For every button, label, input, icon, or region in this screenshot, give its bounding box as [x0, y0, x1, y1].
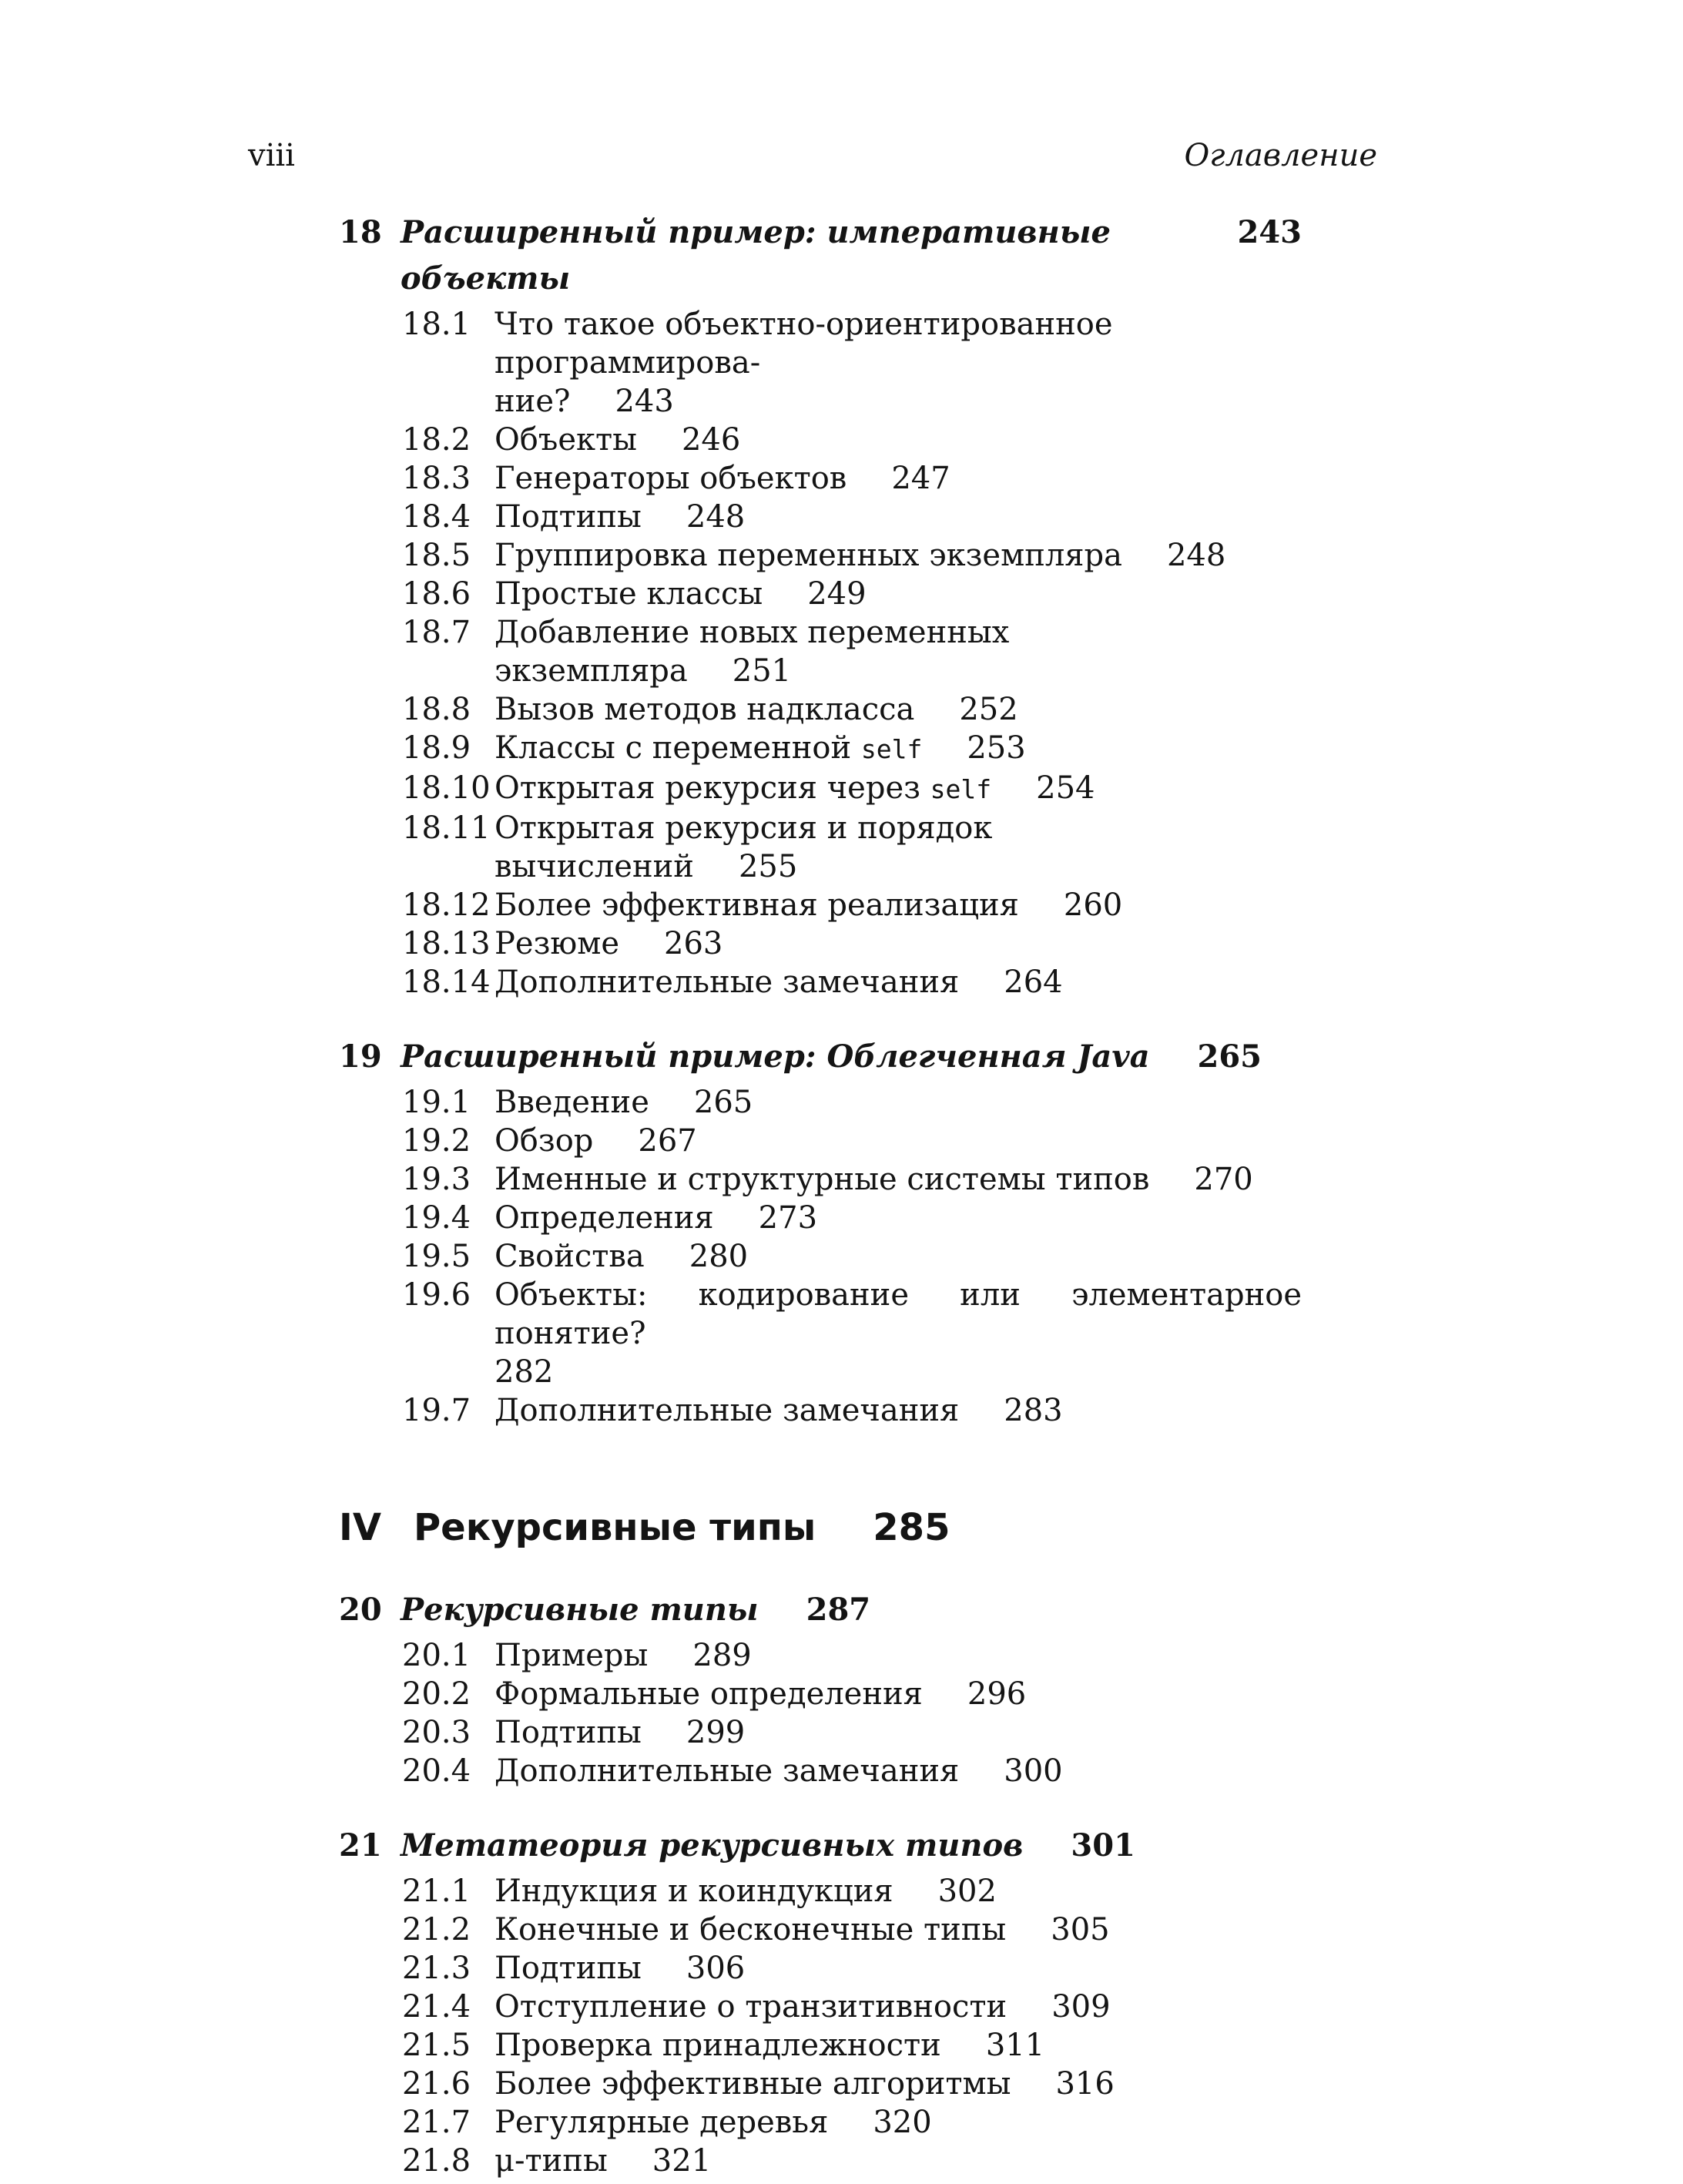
- section-entry[interactable]: [339, 1276, 1302, 1391]
- section-title: Добавление новых переменных экземпляра: [495, 615, 1010, 689]
- section-number: 21.7: [402, 2105, 471, 2140]
- chapter-page-number: 287: [806, 1592, 871, 1628]
- section-title: Более эффективные алгоритмы: [495, 2066, 1011, 2102]
- section-entry[interactable]: [339, 1911, 1302, 1949]
- section-title-continuation: [495, 382, 1302, 421]
- section-title: Генераторы объектов: [495, 461, 847, 496]
- section-entry[interactable]: [339, 1752, 1302, 1790]
- section-list: [339, 305, 1302, 1001]
- section-title: Отступление о транзитивности: [495, 1989, 1007, 2025]
- section-title: Открытая рекурсия и порядок вычислений: [495, 810, 993, 884]
- section-entry[interactable]: [339, 769, 1302, 809]
- section-entry[interactable]: [339, 1675, 1302, 1713]
- section-page-number: 252: [959, 692, 1018, 727]
- section-title: Индукция и коиндукция: [495, 1874, 893, 1909]
- section-title: Объекты: кодирование или элементарное понятие?: [495, 1277, 1302, 1351]
- section-page-number: 254: [1036, 770, 1095, 806]
- section-title: Что такое объектно-ориентированное программирова-: [495, 307, 1113, 381]
- section-title: Дополнительные замечания: [495, 1393, 960, 1428]
- section-code: self: [860, 734, 923, 764]
- section-title: μ-типы: [495, 2143, 608, 2179]
- section-entry[interactable]: [339, 690, 1302, 729]
- table-of-contents: [339, 210, 1302, 2180]
- section-title: Дополнительные замечания: [495, 965, 960, 1000]
- chapter-page-number: 243: [1237, 214, 1302, 250]
- section-entry[interactable]: [339, 575, 1302, 613]
- section-number: 21.8: [402, 2143, 471, 2179]
- section-number: 21.3: [402, 1951, 471, 1986]
- section-entry[interactable]: [339, 2142, 1302, 2180]
- section-title: Подтипы: [495, 1715, 642, 1750]
- section-body: [495, 575, 1302, 613]
- section-title: Проверка принадлежности: [495, 2028, 941, 2063]
- section-number: 19.1: [402, 1085, 471, 1120]
- chapter-entry[interactable]: [339, 210, 1302, 302]
- section-body: [495, 690, 1302, 729]
- section-number: 21.1: [402, 1874, 471, 1909]
- section-body: [495, 1949, 1302, 1988]
- part-title: Рекурсивные типы: [414, 1506, 816, 1549]
- section-number: 19.4: [402, 1200, 471, 1236]
- section-page-number: 283: [1004, 1393, 1063, 1428]
- section-body: [495, 1872, 1302, 1911]
- section-title: Резюме: [495, 926, 620, 961]
- section-entry[interactable]: [339, 809, 1302, 886]
- section-number: 18.11: [402, 810, 491, 846]
- section-entry[interactable]: [339, 924, 1302, 963]
- section-body: [495, 2065, 1302, 2103]
- section-body: [495, 1911, 1302, 1949]
- section-page-number: 300: [1004, 1753, 1063, 1789]
- section-body: [495, 613, 1302, 690]
- section-entry[interactable]: [339, 1083, 1302, 1122]
- section-page-number: 248: [686, 499, 746, 535]
- section-entry[interactable]: [339, 963, 1302, 1001]
- section-page-number: 302: [937, 1874, 997, 1909]
- section-page-number: 299: [686, 1715, 746, 1750]
- section-number: 18.2: [402, 422, 471, 458]
- section-body: [495, 536, 1302, 575]
- part-heading: [339, 1501, 1302, 1555]
- section-number: 18.6: [402, 576, 471, 612]
- section-page-number: 264: [1004, 965, 1063, 1000]
- section-code: self: [930, 774, 992, 804]
- chapter-page-number: 265: [1197, 1038, 1262, 1075]
- section-title: Введение: [495, 1085, 649, 1120]
- section-body: [495, 2142, 1302, 2180]
- section-number: 21.6: [402, 2066, 471, 2102]
- section-body: [495, 1122, 1302, 1160]
- section-number: 18.14: [402, 965, 491, 1000]
- section-title: Подтипы: [495, 1951, 642, 1986]
- chapter-title: Метатеория рекурсивных типов: [401, 1827, 1024, 1864]
- chapter-number: 18: [339, 214, 382, 250]
- section-body: [495, 729, 1302, 769]
- section-entry[interactable]: [339, 886, 1302, 924]
- section-page-number: 321: [652, 2143, 712, 2179]
- section-body: [495, 1276, 1302, 1391]
- section-title: Определения: [495, 1200, 714, 1236]
- section-number: 20.2: [402, 1676, 471, 1712]
- section-list: [339, 1872, 1302, 2180]
- section-number: 18.5: [402, 538, 471, 573]
- section-body: [495, 2103, 1302, 2142]
- section-page-number: 270: [1194, 1162, 1253, 1197]
- page-header: [248, 133, 1377, 179]
- section-number: 18.8: [402, 692, 471, 727]
- section-page-number: 253: [967, 730, 1026, 766]
- section-number: 18.10: [402, 770, 491, 806]
- section-page-number: 316: [1055, 2066, 1115, 2102]
- section-page-number: 260: [1063, 887, 1123, 923]
- section-entry[interactable]: [339, 1391, 1302, 1430]
- section-number: 18.13: [402, 926, 491, 961]
- section-entry[interactable]: [339, 1988, 1302, 2026]
- page-number: viii: [248, 138, 295, 173]
- section-number: 19.5: [402, 1239, 471, 1274]
- chapter-number: 20: [339, 1592, 382, 1628]
- section-number: 18.1: [402, 307, 471, 342]
- section-title: Обзор: [495, 1123, 594, 1159]
- section-title: Регулярные деревья: [495, 2105, 829, 2140]
- chapter-title: Расширенный пример: Облегченная Java: [401, 1038, 1150, 1075]
- section-title: Подтипы: [495, 499, 642, 535]
- section-title: Вызов методов надкласса: [495, 692, 915, 727]
- section-entry[interactable]: [339, 459, 1302, 498]
- section-page-number: 289: [692, 1638, 752, 1673]
- section-entry[interactable]: [339, 1636, 1302, 1675]
- section-entry[interactable]: [339, 1872, 1302, 1911]
- section-title: Формальные определения: [495, 1676, 923, 1712]
- section-body: [495, 886, 1302, 924]
- section-entry[interactable]: [339, 1949, 1302, 1988]
- section-page-number: 320: [873, 2105, 932, 2140]
- section-page-number: 311: [985, 2028, 1045, 2063]
- section-number: 20.3: [402, 1715, 471, 1750]
- section-number: 19.2: [402, 1123, 471, 1159]
- section-number: 18.9: [402, 730, 471, 766]
- section-entry[interactable]: [339, 1199, 1302, 1237]
- chapter-number: 19: [339, 1038, 382, 1075]
- section-page-number: 273: [758, 1200, 818, 1236]
- section-body: [495, 924, 1302, 963]
- section-body: [495, 498, 1302, 536]
- section-body: [495, 1675, 1302, 1713]
- section-page-number: 306: [686, 1951, 746, 1986]
- section-entry[interactable]: [339, 1122, 1302, 1160]
- section-body: [495, 1713, 1302, 1752]
- section-body: [495, 305, 1302, 421]
- section-title: Именные и структурные системы типов: [495, 1162, 1150, 1197]
- section-page-number: 282: [495, 1354, 554, 1390]
- section-body: [495, 769, 1302, 809]
- section-title: Открытая рекурсия через: [495, 770, 920, 806]
- section-body: [495, 1237, 1302, 1276]
- section-entry[interactable]: [339, 729, 1302, 769]
- section-number: 18.3: [402, 461, 471, 496]
- section-number: 19.7: [402, 1393, 471, 1428]
- section-entry[interactable]: [339, 305, 1302, 421]
- section-number: 18.7: [402, 615, 471, 650]
- section-body: [495, 963, 1302, 1001]
- section-number: 21.4: [402, 1989, 471, 2025]
- section-entry[interactable]: [339, 421, 1302, 459]
- section-page-number: 251: [732, 653, 792, 689]
- section-entry[interactable]: [339, 613, 1302, 690]
- section-page-number: 248: [1166, 538, 1226, 573]
- section-page-number: 309: [1051, 1989, 1111, 2025]
- chapter-title: Расширенный пример: императивные объекты: [401, 214, 1111, 297]
- section-number: 18.12: [402, 887, 491, 923]
- section-number: 21.5: [402, 2028, 471, 2063]
- section-entry[interactable]: [339, 1160, 1302, 1199]
- section-title: Объекты: [495, 422, 637, 458]
- section-body: [495, 1752, 1302, 1790]
- section-entry[interactable]: [339, 1237, 1302, 1276]
- section-page-number: 263: [664, 926, 723, 961]
- section-body: [495, 809, 1302, 886]
- section-entry[interactable]: [339, 498, 1302, 536]
- section-entry[interactable]: [339, 2026, 1302, 2065]
- section-body: [495, 1160, 1302, 1199]
- section-title: Классы с переменной: [495, 730, 852, 766]
- section-page-number: 296: [967, 1676, 1027, 1712]
- section-title: Более эффективная реализация: [495, 887, 1019, 923]
- section-page-number: 280: [689, 1239, 749, 1274]
- section-title: Группировка переменных экземпляра: [495, 538, 1122, 573]
- section-page-number: 246: [681, 422, 741, 458]
- section-title: Дополнительные замечания: [495, 1753, 960, 1789]
- section-body: [495, 421, 1302, 459]
- chapter-number: 21: [339, 1827, 382, 1864]
- part-page-number: 285: [873, 1506, 950, 1549]
- section-number: 19.3: [402, 1162, 471, 1197]
- section-page-number: 255: [738, 849, 798, 884]
- section-body: [495, 1391, 1302, 1430]
- section-list: [339, 1636, 1302, 1790]
- section-entry[interactable]: [339, 1713, 1302, 1752]
- section-title: Примеры: [495, 1638, 649, 1673]
- section-page-number: 243: [615, 384, 674, 419]
- chapter-title: Рекурсивные типы: [401, 1592, 759, 1628]
- section-number: 18.4: [402, 499, 471, 535]
- section-body: [495, 1988, 1302, 2026]
- running-title: Оглавление: [1184, 138, 1377, 173]
- section-body: [495, 1636, 1302, 1675]
- section-entry[interactable]: [339, 2103, 1302, 2142]
- section-title-continuation: [495, 1353, 1302, 1391]
- section-list: [339, 1083, 1302, 1430]
- section-title: Конечные и бесконечные типы: [495, 1912, 1007, 1947]
- section-page-number: 265: [693, 1085, 753, 1120]
- section-page-number: 267: [638, 1123, 697, 1159]
- section-entry[interactable]: [339, 2065, 1302, 2103]
- chapter-entry[interactable]: [339, 1587, 1302, 1633]
- chapter-entry[interactable]: [339, 1823, 1302, 1869]
- chapter-entry[interactable]: [339, 1034, 1302, 1080]
- section-entry[interactable]: [339, 536, 1302, 575]
- section-title-line2: ние?: [495, 384, 571, 419]
- section-body: [495, 2026, 1302, 2065]
- section-number: 20.4: [402, 1753, 471, 1789]
- section-page-number: 247: [891, 461, 950, 496]
- part-number: IV: [339, 1506, 382, 1549]
- section-title: Свойства: [495, 1239, 645, 1274]
- section-number: 21.2: [402, 1912, 471, 1947]
- section-number: 20.1: [402, 1638, 471, 1673]
- section-number: 19.6: [402, 1277, 471, 1313]
- section-page-number: 305: [1051, 1912, 1110, 1947]
- section-page-number: 249: [807, 576, 867, 612]
- section-title: Простые классы: [495, 576, 763, 612]
- chapter-page-number: 301: [1071, 1827, 1135, 1864]
- section-body: [495, 1199, 1302, 1237]
- section-body: [495, 459, 1302, 498]
- section-body: [495, 1083, 1302, 1122]
